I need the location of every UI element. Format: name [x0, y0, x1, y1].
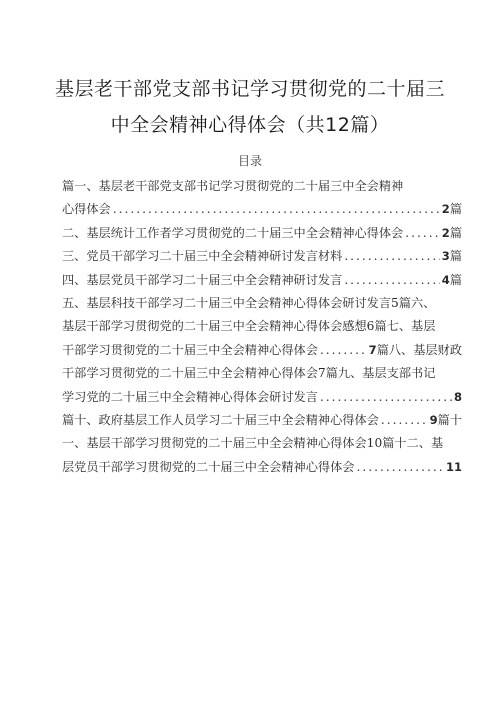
toc-entry-text: 学习党的二十届三中全会精神心得体会研讨发言 [62, 389, 318, 404]
toc-page-number: 2 [441, 202, 450, 217]
toc-entry[interactable] [62, 458, 462, 481]
document-title-line-1: 基层老干部党支部书记学习贯彻党的二十届三 [54, 78, 445, 100]
toc-heading: 目录 [237, 154, 262, 168]
toc-entry-text: 心得体会 [62, 202, 111, 217]
dot-leader [344, 273, 439, 287]
toc-line-text: 基层干部学习贯彻党的二十届三中全会精神心得体会感想6篇七、基层 [62, 319, 436, 334]
toc-page-suffix: 篇 [449, 272, 462, 287]
toc-entry[interactable] [62, 247, 462, 270]
dot-leader [381, 413, 428, 427]
toc-line [62, 317, 462, 340]
toc-page-number: 2 [441, 225, 450, 240]
toc-line-text: 篇一、基层老干部党支部书记学习贯彻党的二十届三中全会精神 [62, 179, 404, 193]
toc-entry-text: 二、基层统计工作者学习贯彻党的二十届三中全会精神心得体会 [62, 225, 404, 240]
dot-leader [405, 226, 440, 240]
toc-entry-text: 层党员干部学习贯彻党的二十届三中全会精神心得体会 [62, 459, 355, 474]
toc-entry[interactable] [62, 271, 462, 294]
table-of-contents [62, 177, 462, 481]
toc-line-text: 五、基层科技干部学习二十届三中全会精神心得体会研讨发言5篇六、 [62, 295, 436, 310]
toc-entry-text: 三、党员干部学习二十届三中全会精神研讨发言材料 [62, 249, 343, 264]
toc-page-number: 11 [445, 459, 462, 474]
toc-line [62, 294, 462, 317]
document-title-line-2: 中全会精神心得体会（共12篇） [110, 114, 390, 136]
toc-line-text: 干部学习贯彻党的二十届三中全会精神心得体会7篇九、基层支部书记 [62, 366, 436, 381]
dot-leader [320, 390, 452, 404]
toc-page-suffix: 篇 [449, 225, 462, 240]
toc-page-suffix: 篇八、基层财政 [376, 342, 462, 357]
toc-page-suffix: 篇 [449, 202, 462, 217]
toc-entry[interactable] [62, 341, 462, 364]
toc-page-suffix: 篇十 [437, 412, 462, 427]
toc-entry-text: 篇十、政府基层工作人员学习二十届三中全会精神心得体会 [62, 412, 379, 427]
toc-page-number: 3 [441, 249, 450, 264]
toc-page-number: 9 [429, 412, 438, 427]
toc-line [62, 177, 462, 200]
toc-entry[interactable] [62, 200, 462, 223]
toc-entry[interactable] [62, 224, 462, 247]
toc-page-suffix: 篇 [449, 249, 462, 264]
dot-leader [344, 249, 439, 263]
toc-entry-text: 四、基层党员干部学习二十届三中全会精神研讨发言 [62, 272, 343, 287]
toc-page-number: 7 [368, 342, 377, 357]
toc-page-number: 8 [453, 389, 462, 404]
dot-leader [320, 343, 367, 357]
dot-leader [357, 460, 444, 474]
toc-entry[interactable] [62, 411, 462, 434]
toc-entry-text: 干部学习贯彻党的二十届三中全会精神心得体会 [62, 342, 318, 357]
dot-leader [113, 202, 440, 216]
toc-line [62, 364, 462, 387]
toc-page-number: 4 [441, 272, 450, 287]
toc-entry[interactable] [62, 388, 462, 411]
toc-line-text: 一、基层干部学习贯彻党的二十届三中全会精神心得体会10篇十二、基 [62, 436, 444, 451]
toc-line [62, 434, 462, 457]
